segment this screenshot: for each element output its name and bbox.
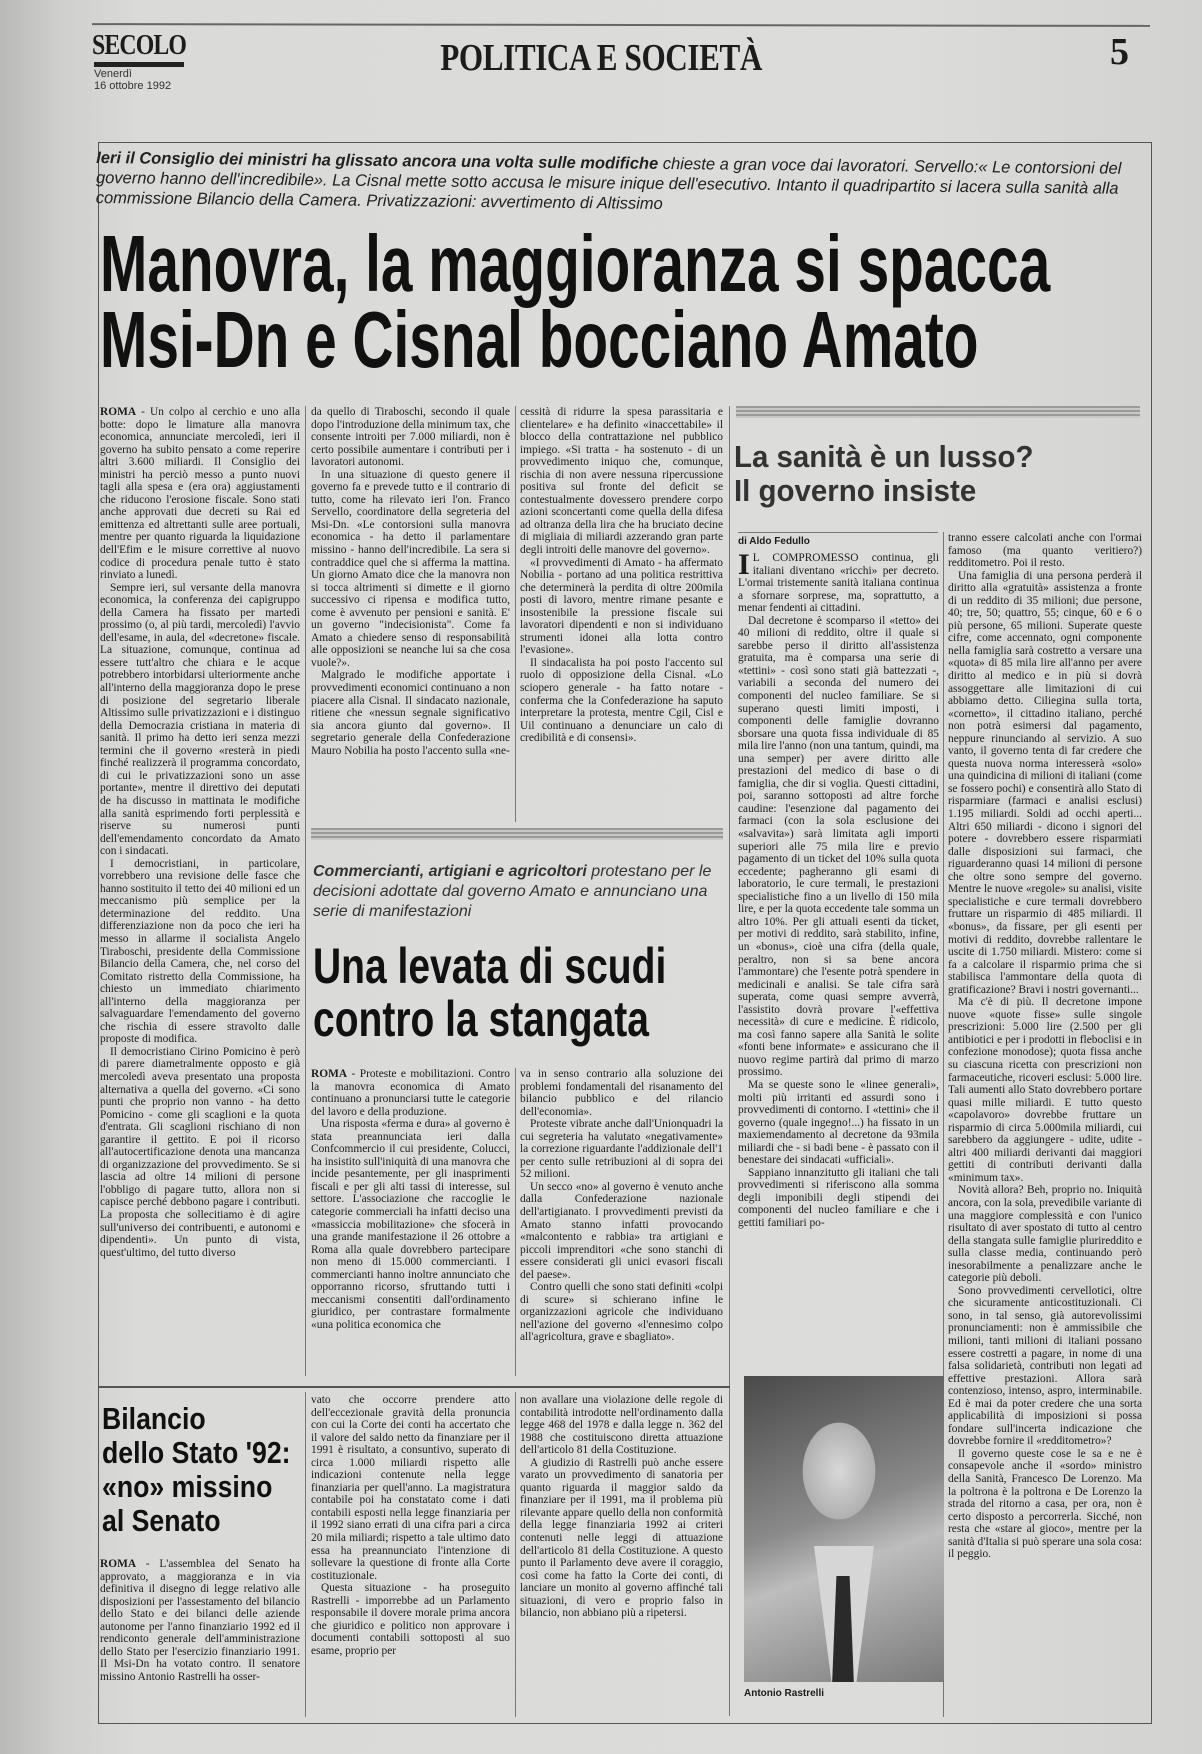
- paragraph: A giudizio di Rastrelli può anche essere varato un provvedimento di sanatoria per quanto riguarda il maggior saldo da finanziare per il 1991, ma il problema più rilevante appare quello della non conformità della legge finanziaria 1992 ai criteri contenuti nelle leggi di attuazione dell'articolo 81 della Costituzione. A questo punto il Parlamento deve avere il coraggio, così come ha fatto la Corte dei conti, di lanciare un monito al governo affinché tali situazioni, di vero e proprio falso in bilancio, non abbiano più a ripetersi.: [520, 1456, 723, 1620]
- paragraph: Sempre ieri, sul versante della manovra economica, la conferenza dei capigruppo della Camera ha fissato per martedì prossimo (o, al più tardi, mercoledì) l'avvio dell'esame, in aula, del «decretone» fiscale. La situazione, comunque, continua ad essere tutt'altro che chiara e le acque potrebbero intorbidarsi ulteriormente anche all'interno della maggioranza dopo le prese di posizione del segretario liberale Altissimo sulle privatizzazioni e i distinguo della Democrazia cristiana in materia di sanità. Il primo ha detto ieri senza mezzi termini che il governo «resterà in piedi finché realizzerà il programma concordato, di cui le privatizzazioni sono un asse portante», mentre il direttivo dei deputati de ha discusso in mattinata le modifiche alla sanità esprimendo forti perplessità e riserve su numerosi punti dell'emendamento concordato da Amato con i sindacati.: [100, 581, 300, 858]
- dateline: ROMA: [100, 406, 137, 418]
- paragraph: In una situazione di questo genere il governo fa e prevede tutto e il contrario di tutto, come ha rilevato ieri l'on. Franco Servello, coordinatore della segreteria del Msi-Dn. «Le contorsioni sulla manovra economica - ha detto il parlamentare missino - hanno dell'incredibile. La sera si contraddice quel che si afferma la mattina. Un giorno Amato dice che la manovra non si tocca altrimenti si dimette e il giorno successivo ci ripensa e modifica tutto, come è avvenuto per pensioni e sanità. E' un governo "indecisionista". Come fa Amato a chiedere senso di responsabilità alle opposizioni se neanche lui sa che cosa vuole?».: [311, 468, 510, 669]
- sanita-headline: La sanità è un lusso? Il governo insiste: [734, 439, 1034, 508]
- sanita-column-2: [948, 532, 1142, 1716]
- paragraph: Una famiglia di una persona perderà il diritto alla «gratuità» assistenza a fronte di un reddito di 35 milioni; due persone, 40; tre, 50; quattro, 55; cinque, 60 e 6 o più persone, 65 milioni. Superate queste cifre, come accennato, ogni componente nella famiglia sarà costretto a versare una «quota» di 85 mila lire all'anno per avere diritto al medico e in più si dovrà assoggettare alle limitazioni di cui abbiamo detto. Ciliegina sulla torta, «cornetto», il cittadino italiano, perché non potrà esimersi dal pagamento, neppure rinunciando al servizio. A suo vanto, il governo tenta di far credere che questa nuova norma interesserà «solo» una quindicina di milioni di italiani (come se fossero pochi) e consentirà allo Stato di risparmiare (farmaci e analisi esclusi) 1.195 miliardi. Soldi ad occhi aperti... Altri 650 miliardi - dicono i signori del potere - dovrebbero essere risparmiati dalle disposizioni sui farmaci, che riguarderanno quasi 14 milioni di persone che oltre sono sempre del governo. Mentre le nuove «regole» su analisi, visite specialistiche e cure termali dovrebbero fruttare un risparmio di 485 miliardi. Il «bonus», da fissare, per gli esenti per motivi di reddito, dovrebbe rallentare le uscite di 1.750 miliardi. Mistero: come si fa a calcolare il risparmio prima che si stabilisca l'ammontare della quota di gratificazione? Bravi i nostri governanti...: [948, 569, 1142, 996]
- issue-day: Venerdì: [94, 68, 132, 80]
- bilancio-column-3: [520, 1394, 723, 1716]
- lead-kicker: Ieri il Consiglio dei ministri ha glissato ancora una volta sulle modifiche chieste a gran voce dai lavoratori. Servello:« Le contorsioni del governo hanno dell'incredibile». La Cisnal mette sotto accusa le misure inique dell'esecutivo. Intanto il quadripartito si lacera sulla sanità alla commissione Bilancio della Camera. Privatizzazioni: avvertimento di Altissimo: [95, 149, 1122, 213]
- bilancio-column-2: [311, 1394, 510, 1716]
- paragraph: [738, 552, 939, 615]
- paragraph: Il governo queste cose le sa e ne è consapevole anche il «sordo» ministro della Sanità, Francesco De Lorenzo. Ma la poltrona è la poltrona e De Lorenzo la strada del ritorno a casa, per ora, non è certo disposto a percorrerla. Sicché, non resta che «stare al gioco», mentre per la sanità d'Italia si può sperare una sola cosa: il peggio.: [948, 1447, 1142, 1561]
- paragraph: Il sindacalista ha poi posto l'accento sul ruolo di opposizione della Cisnal. «Lo sciopero generale - ha fatto notare - conferma che la Confederazione ha saputo interpretare la protesta, mentre Cgil, Cisl e Uil continuano a denunciare un calo di credibilità e di consensi».: [520, 656, 723, 745]
- byline: di Aldo Fedullo: [738, 536, 810, 547]
- paragraph: tranno essere calcolati anche con l'ormai famoso (ma quanto veritiero?) redditometro. Poi il resto.: [948, 532, 1142, 570]
- bilancio-column-1: [100, 1558, 300, 1716]
- page-number: 5: [1110, 31, 1129, 73]
- lead-column-2: [311, 406, 510, 822]
- paragraph: cessità di ridurre la spesa parassitaria e clientelare» e ha definito «inaccettabile» il blocco della contrattazione nel pubblico impiego. «Si tratta - ha sostenuto - di un provvedimento iniquo che, comunque, rischia di non avere nessuna ripercussione positiva sul fronte del deficit se contestualmente dovessero prendere corpo azioni sconcertanti come quella della difesa ad oltranza della lira che ha bruciato decine di migliaia di miliardi azzerando gran parte degli introiti delle manovre del governo».: [520, 406, 723, 557]
- section-title: POLITICA E SOCIETÀ: [440, 37, 762, 79]
- lead-column-3: [520, 406, 723, 822]
- paragraph: ROMA - L'assemblea del Senato ha approvato, a maggioranza e in via definitiva il disegno di legge relativo alle disposizioni per l'assestamento del bilancio dello Stato e dei bilanci delle aziende autonome per l'anno finanziario 1992 ed il rendiconto generale dell'amministrazione dello Stato per l'esercizio finanziario 1991. Il Msi-Dn ha votato contro. Il senatore missino Antonio Rastrelli ha osser-: [100, 1558, 300, 1683]
- column-rule: [515, 406, 516, 822]
- column-rule: [305, 1392, 306, 1717]
- paragraph: Dal decretone è scomparso il «tetto» dei 40 milioni di reddito, oltre il quale si sarebbe perso il diritto all'assistenza gratuita, ma è comparsa una serie di «tettini» - così sono stati già battezzati -, variabili a seconda del numero dei componenti del nucleo familiare. Se si superano questi limiti imposti, i componenti delle famiglie dovranno sborsare una quota fissa individuale di 85 mila lire l'anno (non una tantum, quindi, ma una semper) per avere diritto alle prestazioni del medico di base o di famiglia, che dir si voglia. Questi cittadini, poi, saranno sottoposti ad altre forche caudine: l'esenzione dal pagamento dei farmaci (con la sola esclusione dei «salvavita») sarà limitata agli importi superiori alle 75 mila lire e previo pagamento di un ticket del 10% sulla quota eccedente; pagheranno gli esami di laboratorio, le cure termali, le prestazioni specialistiche fino a un livello di 150 mila lire, e per la quota eccedente tale somma un altro 10%. Per gli attuali esenti da ticket, per motivi di reddito, sarà stabilito, infine, un «bonus», cioè una cifra (della quale, peraltro, non si sa bene ancora l'ammontare) che l'esente potrà spendere in medicinali e analisi. Se tale cifra sarà superata, come quasi sempre avverrà, l'assistito dovrà provare l'«effettiva necessità» di cure e medicine. È ridicolo, ma così fanno sapere alla Sanità le solite «fonti bene informate» e assicurano che il nuovo regime partirà dal primo di marzo prossimo.: [738, 614, 939, 1079]
- column-rule: [729, 406, 730, 1716]
- paragraph-text: L COMPROMESSO continua, gli italiani diventano «ricchi» per decreto. L'ormai tristemente sanità italiana continua a sfornare sorprese, ma, soprattutto, a menar fendenti ai cittadini.: [738, 552, 939, 615]
- paragraph: Sappiano innanzitutto gli italiani che tali provvedimenti si riferiscono alla somma degli imponibili degli stipendi dei componenti del nucleo familiare e che i gettiti familiari po-: [738, 1166, 939, 1229]
- levata-headline: Una levata di scudi contro la stangata: [313, 938, 667, 1047]
- paragraph: Ma c'è di più. Il decretone impone nuove «quote fisse» sulle singole prescrizioni: 5.000 lire (2.500 per gli antibiotici e per i prodotti in fleboclisi e in confezione monodose); quota fissa anche su ciascuna ricetta con prescrizioni non farmaceutiche, ricoveri esclusi: 5.000 lire. Tali aumenti allo Stato dovrebbero portare quasi mille miliardi. E tutto questo «capolavoro» dovrebbe fruttare un risparmio di circa 5.000mila miliardi, cui sarebbero da aggiungere - udite, udite - altri 400 miliardi derivanti dai maggiori gettiti di contributi derivanti dalla «minimum tax».: [948, 996, 1142, 1184]
- paragraph: «I provvedimenti di Amato - ha affermato Nobilia - portano ad una politica restrittiva che determinerà la perdita di oltre 200mila posti di lavoro, mentre rimane pesante e insostenibile la pressione fiscale sui lavoratori dipendenti e non si individuano strumenti idonei alla lotta contro l'evasione».: [520, 556, 723, 657]
- main-headline: [100, 219, 1202, 384]
- lead-column-1: [100, 406, 300, 1378]
- paragraph: ROMA - Un colpo al cerchio e uno alla botte: dopo le limature alla manovra economica, annunciate mercoledì, ieri il governo ha subito pensato a come reperire altri 3.600 miliardi. Il Consiglio dei ministri ha perciò messo a punto nuovi tagli alla spesa e (era ora) aggiustamenti che riducono l'erosione fiscale. Sono stati anche approvati due decreti su Rai ed emittenza ed altrettanti sulle aree portuali, mentre per quanto riguarda la liquidazione dell'Efim e le misure correttive al nuovo codice di procedura penale tutto è stato rinviato a lunedì.: [100, 406, 300, 582]
- section-rule: [98, 1386, 730, 1388]
- paragraph: Proteste vibrate anche dall'Unionquadri la cui segreteria ha valutato «negativamente» la correzione riguardante l'addizionale dell'1 per cento sulle retribuzioni al di sopra dei 52 milioni.: [520, 1118, 723, 1181]
- paragraph: da quello di Tiraboschi, secondo il quale dopo l'introduzione della minimum tax, che consente introiti per 7.000 miliardi, non è certo possibile aumentare i contributi per i lavoratori autonomi.: [311, 406, 510, 469]
- levata-column-2: [520, 1068, 723, 1376]
- paragraph: ROMA - Proteste e mobilitazioni. Contro la manovra economica di Amato continuano a pronunciarsi tutte le categorie del lavoro e della produzione.: [311, 1068, 510, 1118]
- section-bar: [736, 406, 1140, 418]
- column-rule: [305, 406, 306, 1376]
- paragraph: Una risposta «ferma e dura» al governo è stata preannunciata ieri dalla Confcommercio il cui presidente, Colucci, ha insistito sull'iniquità di una manovra che incide pesantemente, per gli inasprimenti fiscali e per gli alti tassi di interesse, sul settore. L'associazione che raccoglie le categorie commerciali ha infatti deciso una «massiccia mobilitazione» che sfocerà in una grande manifestazione il 26 ottobre a Roma alla quale dovrebbero partecipare non meno di 15.000 commercianti. I commercianti hanno inoltre annunciato che opporranno ricorso, sfruttando tutti i meccanismi consentiti dall'ordinamento giuridico, per contrastare formalmente «una politica economica che: [311, 1118, 510, 1331]
- levata-column-1: [311, 1068, 510, 1376]
- paragraph: Ma se queste sono le «linee generali», molti più irritanti ed assurdi sono i provvedimenti di contorno. I «tettini» che il governo (quale ingegno!...) ha fissato in un maxiemendamento al decretone da 93mila miliardi che - si badi bene - è passato con il benestare dei sindacati «ufficiali».: [738, 1078, 939, 1167]
- issue-date-text: 16 ottobre 1992: [94, 80, 172, 92]
- drop-cap: I: [738, 552, 750, 581]
- paragraph: Contro quelli che sono stati definiti «colpi di scure» si schierano infine le organizzazioni agricole che individuano nell'azione del governo «l'ennesimo colpo all'agricoltura, grave e sbagliato».: [520, 1281, 723, 1344]
- dateline: ROMA: [100, 1558, 137, 1570]
- column-rule: [515, 1392, 516, 1717]
- dateline: ROMA: [311, 1068, 348, 1080]
- paragraph: Questa situazione - ha proseguito Rastrelli - imporrebbe ad un Parlamento responsabile il dovere morale prima ancora che giuridico e politico non approvare i documenti contabili sottoposti al suo esame, proprio per: [311, 1582, 510, 1657]
- top-rule: [92, 23, 1150, 27]
- paragraph: Novità allora? Beh, proprio no. Iniquità ancora, con la sola, prevedibile variante di una maggiore complessità e con l'unico risultato di aver spostato di tutto al centro della stangata sulle famiglie plurireddito e sulla classe media, continuando però inesorabilmente a penalizzare anche le categorie più deboli.: [948, 1184, 1142, 1285]
- main-headline-line2: Msi-Dn e Cisnal bocciano Amato: [100, 295, 979, 384]
- main-headline-line1: Manovra, la maggioranza si spacca: [100, 219, 1051, 308]
- section-bar: [311, 828, 723, 840]
- paragraph: Malgrado le modifiche apportate i provvedimenti economici continuano a non piacere alla Cisnal. Il sindacato nazionale, ritiene che «nessun segnale significativo sia ancora giunto dal governo». Il segretario generale della Confederazione Mauro Nobilia ha posto l'accento sulla «ne-: [311, 669, 510, 757]
- paragraph: I democristiani, in particolare, vorrebbero una revisione delle fasce che hanno sostituito il tetto dei 40 milioni ed un meccanismo più semplice per la determinazione del reddito. Una differenziazione non da poco che ieri ha messo in allarme il socialista Angelo Tiraboschi, presidente della Commissione Bilancio della Camera, che, nel corso del Comitato ristretto della Commissione, ha chiesto un immediato chiarimento all'interno della maggioranza per salvaguardare l'emendamento del governo che rischia di essere stravolto dalle proposte di modifica.: [100, 857, 300, 1046]
- column-rule: [515, 1068, 516, 1376]
- photo-caption: Antonio Rastrelli: [744, 1688, 825, 1699]
- paragraph: non avallare una violazione delle regole di contabilità introdotte nell'ordinamento dalla legge 468 del 1978 e dalla legge n. 362 del 1988 che costituiscono diretta attuazione dell'articolo 81 della Costituzione.: [520, 1394, 723, 1457]
- paragraph: vato che occorre prendere atto dell'eccezionale gravità della pronuncia con cui la Corte dei conti ha accertato che il valore del saldo netto da finanziare per il 1991 è risultato, a consuntivo, superato di circa 1.000 miliardi rispetto alle indicazioni contenute nella legge finanziaria per quell'anno. La magistratura contabile poi ha constatato come i dati contabili esposti nella legge finanziaria per il 1992 siano errati di una cifra pari a circa 20 mila miliardi; rispetto a tale ultimo dato essa ha preannunciato l'intenzione di sollevare la questione di fronte alla Corte costituzionale.: [311, 1394, 510, 1582]
- byline-rule: [738, 532, 938, 533]
- sanita-column-1: [738, 552, 939, 1370]
- paragraph: Il democristiano Cirino Pomicino è però di parere diametralmente opposto e già mercoledì aveva presentato una proposta alternativa a quella del governo. «Ci sono punti che proprio non vanno - ha detto Pomicino - come gli scaglioni e la quota d'entrata. Gli scaglioni rischiano di non garantire il gettito. E poi il ricorso all'autocertificazione denota una mancanza di organizzazione del provvedimento. Se si lascia ad oltre 14 milioni di persone l'obbligo di pagare tutto, allora non si capisce perché debbono pagare i contributi. La proposta che sollecitiamo è di agire sull'universo dei contribuenti, e autonomi e dipendenti». Un punto di vista, quest'ultimo, del tutto diverso: [100, 1045, 300, 1259]
- portrait-photo: [744, 1376, 944, 1682]
- masthead-logo: SECOLO: [92, 30, 187, 61]
- paragraph: Un secco «no» al governo è venuto anche dalla Confederazione nazionale dell'artigianato. I provvedimenti previsti da Amato stanno infatti provocando «malcontento e rabbia» tra artigiani e piccoli imprenditori «che sono stanchi di essere considerati gli unici evasori fiscali del paese».: [520, 1180, 723, 1281]
- paragraph: Sono provvedimenti cervellotici, oltre che sicuramente anticostituzionali. Ci sono, in tal senso, già autorevolissimi pronunciamenti: non è ammissibile che milioni, tanti milioni di italiani possano essere costretti a pagare, in nome di una falsa solidarietà, contributi non legati ad effettive prestazioni. Allora sarà contenzioso, intenso, aspro, interminabile. Ed è mai da poter credere che una sorta applicabilità di imposizioni si possa fondare sull'incerta indicazione che dovrebbe fornire il «redditometro»?: [948, 1284, 1142, 1448]
- paragraph: va in senso contrario alla soluzione dei problemi fondamentali del risanamento del bilancio pubblico e del rilancio dell'economia».: [520, 1068, 723, 1118]
- levata-kicker: Commercianti, artigiani e agricoltori protestano per le decisioni adottate dal governo Amato e annunciano una serie di manifestazioni: [313, 863, 712, 920]
- bilancio-headline: Bilancio dello Stato '92: «no» missino al Senato: [102, 1401, 291, 1538]
